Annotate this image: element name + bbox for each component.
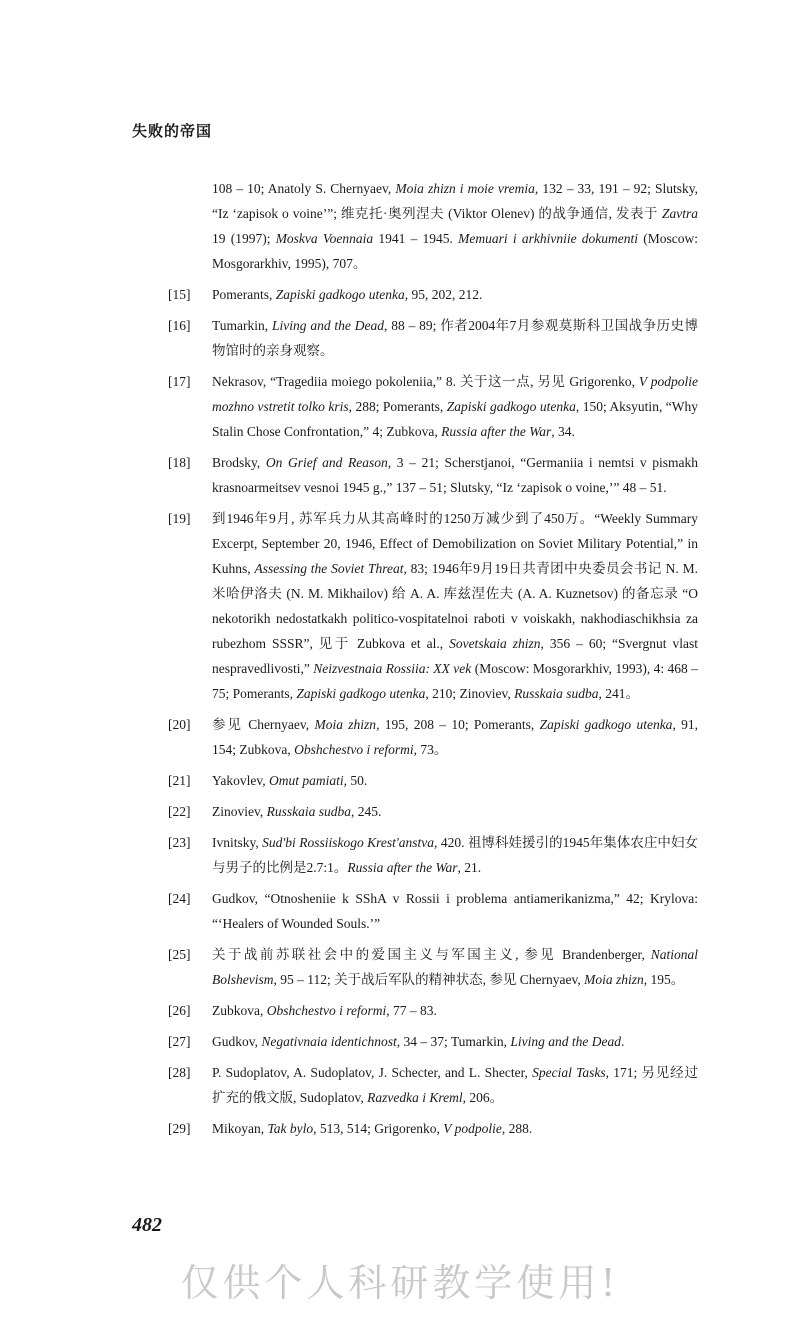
endnote-text-run: , 245. [351, 804, 382, 819]
endnote-28 [168, 1060, 698, 1110]
endnote-text-run: , 132 – 33, 191 – 92; Slutsky, “Iz ‘zapisok o voine’”; 维克托·奥列涅夫 (Viktor Olenev) 的战争通信, 发表于 [212, 181, 699, 221]
endnote-number: [29] [168, 1121, 191, 1136]
endnote-text-run: Tumarkin, [212, 318, 272, 333]
endnote-text-run: , 288. [501, 1121, 533, 1136]
endnote-text-run: Gudkov, [212, 1034, 262, 1049]
endnote-19 [168, 506, 698, 706]
endnote-text-run: 19 (1997); [212, 231, 276, 246]
endnote-text-run: , 420. 祖博科娃援引的1945年集体农庄中妇女与男子的比例是2.7:1。 [212, 835, 699, 875]
endnote-16 [168, 313, 698, 363]
endnote-27 [168, 1029, 698, 1054]
endnote-text-run: (Moscow: Mosgorarkhiv, 1993), 4: 468 – 75; Pomerants, [212, 661, 698, 701]
endnote-text-run: 关于战前苏联社会中的爱国主义与军国主义, 参见 Brandenberger, [212, 947, 651, 962]
endnote-text-run: , 150; Aksyutin, “Why Stalin Chose Confrontation,” 4; Zubkova, [212, 399, 699, 439]
endnote-text [212, 374, 698, 439]
endnote-text-run: Zinoviev, [212, 804, 267, 819]
endnote-text-run: 1941 – 1945. [373, 231, 459, 246]
endnote-21 [168, 768, 698, 793]
cited-title: Living and the Dead [271, 318, 385, 333]
cited-title: Moskva Voennaia [275, 231, 374, 246]
endnote-text [212, 891, 698, 931]
cited-title: On Grief and Reason [265, 455, 388, 470]
endnote-text [212, 835, 698, 875]
endnote-26 [168, 998, 698, 1023]
endnote-text-run: Nekrasov, “Tragediia moiego pokoleniia,” 8. 关于这一点, 另见 Grigorenko, [212, 374, 639, 389]
endnote-number: [18] [168, 455, 191, 470]
endnote-17 [168, 369, 698, 444]
cited-title: Russkaia sudba [266, 804, 351, 819]
endnote-text-run: Zubkova, [212, 1003, 267, 1018]
cited-title: Tak bylo [267, 1121, 314, 1136]
endnote-text [212, 1003, 437, 1018]
endnote-text-run: 参见 Chernyaev, [212, 717, 315, 732]
endnote-text [212, 773, 367, 788]
endnotes-list [168, 176, 698, 1147]
cited-title: Obshchestvo i reformi [266, 1003, 387, 1018]
cited-title: Obshchestvo i reformi [294, 742, 414, 757]
cited-title: Zapiski gadkogo utenka [539, 717, 673, 732]
endnote-text-run: , 3 – 21; Scherstjanoi, “Germaniia i nemtsi v pismakh krasnoarmeitsev vesnoi 1945 g.,” 137 – 51; Slutsky, “Iz ‘zapisok o voine,’” 48 – 51. [212, 455, 698, 495]
cited-title: Omut pamiati [269, 773, 344, 788]
endnote-text-run: (Moscow: Mosgorarkhiv, 1995), 707。 [212, 231, 698, 271]
endnote-text [212, 717, 698, 757]
endnote-18 [168, 450, 698, 500]
cited-title: V podpolie [443, 1121, 502, 1136]
cited-title: Moia zhizn [314, 717, 377, 732]
endnote-number: [17] [168, 374, 191, 389]
endnote-25 [168, 942, 698, 992]
endnote-number: [26] [168, 1003, 191, 1018]
endnote-text-run: , 513, 514; Grigorenko, [313, 1121, 444, 1136]
endnote-number: [16] [168, 318, 191, 333]
endnote-text [212, 1034, 624, 1049]
endnote-text-run: , 241。 [598, 686, 639, 701]
cited-title: Sovetskaia zhizn [449, 636, 541, 651]
endnote-text [212, 1065, 698, 1105]
endnote-number: [27] [168, 1034, 191, 1049]
endnote-text-run: Brodsky, [212, 455, 266, 470]
endnote-number: [15] [168, 287, 191, 302]
endnote-text-run: 到1946年9月, 苏军兵力从其高峰时的1250万减少到了450万。“Weekly Summary Excerpt, September 20, 1946, Effect of Demobilization on Soviet Military Potential,” in Kuhns, [212, 511, 698, 576]
endnote-15 [168, 282, 698, 307]
endnote-number: [19] [168, 511, 191, 526]
cited-title: Sud'bi Rossiiskogo Krest'anstva [262, 835, 435, 850]
watermark: 仅供个人科研教学使用! [180, 1261, 620, 1305]
endnote-text-run: , 83; 1946年9月19日共青团中央委员会书记 N. M. 米哈伊洛夫 (N. M. Mikhailov) 给 A. A. 库兹涅佐夫 (A. A. Kuznetsov) 的备忘录 “O nekotorikh nedostatkakh politico-vospitatelnoi raboti v voiskakh, nakhodiaschikhsia za rubezhom SSSR”, 见于 Zubkova et al., [212, 561, 698, 651]
cited-title: Russia after the War [441, 424, 552, 439]
cited-title: Living and the Dead [510, 1034, 622, 1049]
endnote-text [212, 181, 698, 271]
endnote-text [212, 511, 698, 701]
cited-title: Negativnaia identichnost [261, 1034, 397, 1049]
endnote-29 [168, 1116, 698, 1141]
endnote-text [212, 947, 698, 987]
cited-title: Memuari i arkhivniie dokumenti [458, 231, 639, 246]
cited-title: Neizvestnaia Rossiia: XX vek [313, 661, 472, 676]
endnote-24 [168, 886, 698, 936]
cited-title: Zapiski gadkogo utenka [275, 287, 405, 302]
cited-title: Moia zhizn [584, 972, 644, 987]
page-number: 482 [132, 1214, 162, 1236]
endnote-22 [168, 799, 698, 824]
endnote-text-run: , 288; Pomerants, [348, 399, 447, 414]
cited-title: Razvedka i Kreml [367, 1090, 463, 1105]
endnote-text-run: , 21. [457, 860, 482, 875]
endnote-number: [23] [168, 835, 191, 850]
running-head: 失败的帝国 [132, 122, 213, 140]
endnote-number: [20] [168, 717, 191, 732]
cited-title: Moia zhizn i moie vremia [395, 181, 535, 196]
endnote-text-run: , 77 – 83. [386, 1003, 437, 1018]
endnote-text-run: Ivnitsky, [212, 835, 263, 850]
endnote-number: [24] [168, 891, 191, 906]
endnote-text-run: , 356 – 60; “Svergnut vlast nespravedlivosti,” [212, 636, 698, 676]
endnote-text-run: , 34 – 37; Tumarkin, [396, 1034, 511, 1049]
endnote-text-run: , 206。 [462, 1090, 504, 1105]
endnote-text-run: 108 – 10; Anatoly S. Chernyaev, [212, 181, 396, 196]
endnote-text-run: Yakovlev, [212, 773, 270, 788]
endnote-20 [168, 712, 698, 762]
endnote-text-run: . [621, 1034, 625, 1049]
cited-title: Russia after the War [347, 860, 458, 875]
endnote-continuation [168, 176, 698, 276]
endnote-text-run: Pomerants, [212, 287, 276, 302]
endnote-text-run: , 34. [551, 424, 575, 439]
endnote-text [212, 287, 482, 302]
endnote-text-run: , 73。 [413, 742, 448, 757]
cited-title: V podpolie mozhno vstretit tolko kris [212, 374, 699, 414]
endnote-text-run: , 95, 202, 212. [404, 287, 483, 302]
endnote-text-run: , 50. [343, 773, 368, 788]
endnote-text-run: , 195。 [643, 972, 685, 987]
cited-title: Zapiski gadkogo utenka [446, 399, 576, 414]
endnote-text [212, 455, 698, 495]
endnote-text-run: , 88 – 89; 作者2004年7月参观莫斯科卫国战争历史博物馆时的亲身观察。 [212, 318, 698, 358]
endnote-23 [168, 830, 698, 880]
endnote-text-run: , 195, 208 – 10; Pomerants, [376, 717, 540, 732]
endnote-text-run: , 95 – 112; 关于战后军队的精神状态, 参见 Chernyaev, [273, 972, 585, 987]
cited-title: Zapiski gadkogo utenka [296, 686, 426, 701]
endnote-text [212, 1121, 532, 1136]
endnote-text [212, 318, 698, 358]
endnote-text-run: , 210; Zinoviev, [425, 686, 515, 701]
cited-title: Assessing the Soviet Threat [254, 561, 404, 576]
endnote-number: [25] [168, 947, 191, 962]
endnote-text-run: , 171; 另见经过扩充的俄文版, Sudoplatov, [212, 1065, 698, 1105]
endnote-number: [22] [168, 804, 191, 819]
cited-title: Russkaia sudba [514, 686, 599, 701]
endnote-text [212, 804, 381, 819]
endnote-text-run: Gudkov, “Otnosheniie k SShA v Rossii i problema antiamerikanizma,” 42; Krylova: “‘Healers of Wounded Souls.’” [212, 891, 698, 931]
cited-title: Zavtra [661, 206, 698, 221]
endnote-number: [28] [168, 1065, 191, 1080]
endnote-text-run: Mikoyan, [212, 1121, 268, 1136]
endnote-number: [21] [168, 773, 191, 788]
cited-title: Special Tasks [532, 1065, 606, 1080]
endnote-text-run: P. Sudoplatov, A. Sudoplatov, J. Schecter, and L. Shecter, [212, 1065, 533, 1080]
cited-title: National Bolshevism [212, 947, 698, 987]
endnote-text-run: , 91, 154; Zubkova, [212, 717, 699, 757]
